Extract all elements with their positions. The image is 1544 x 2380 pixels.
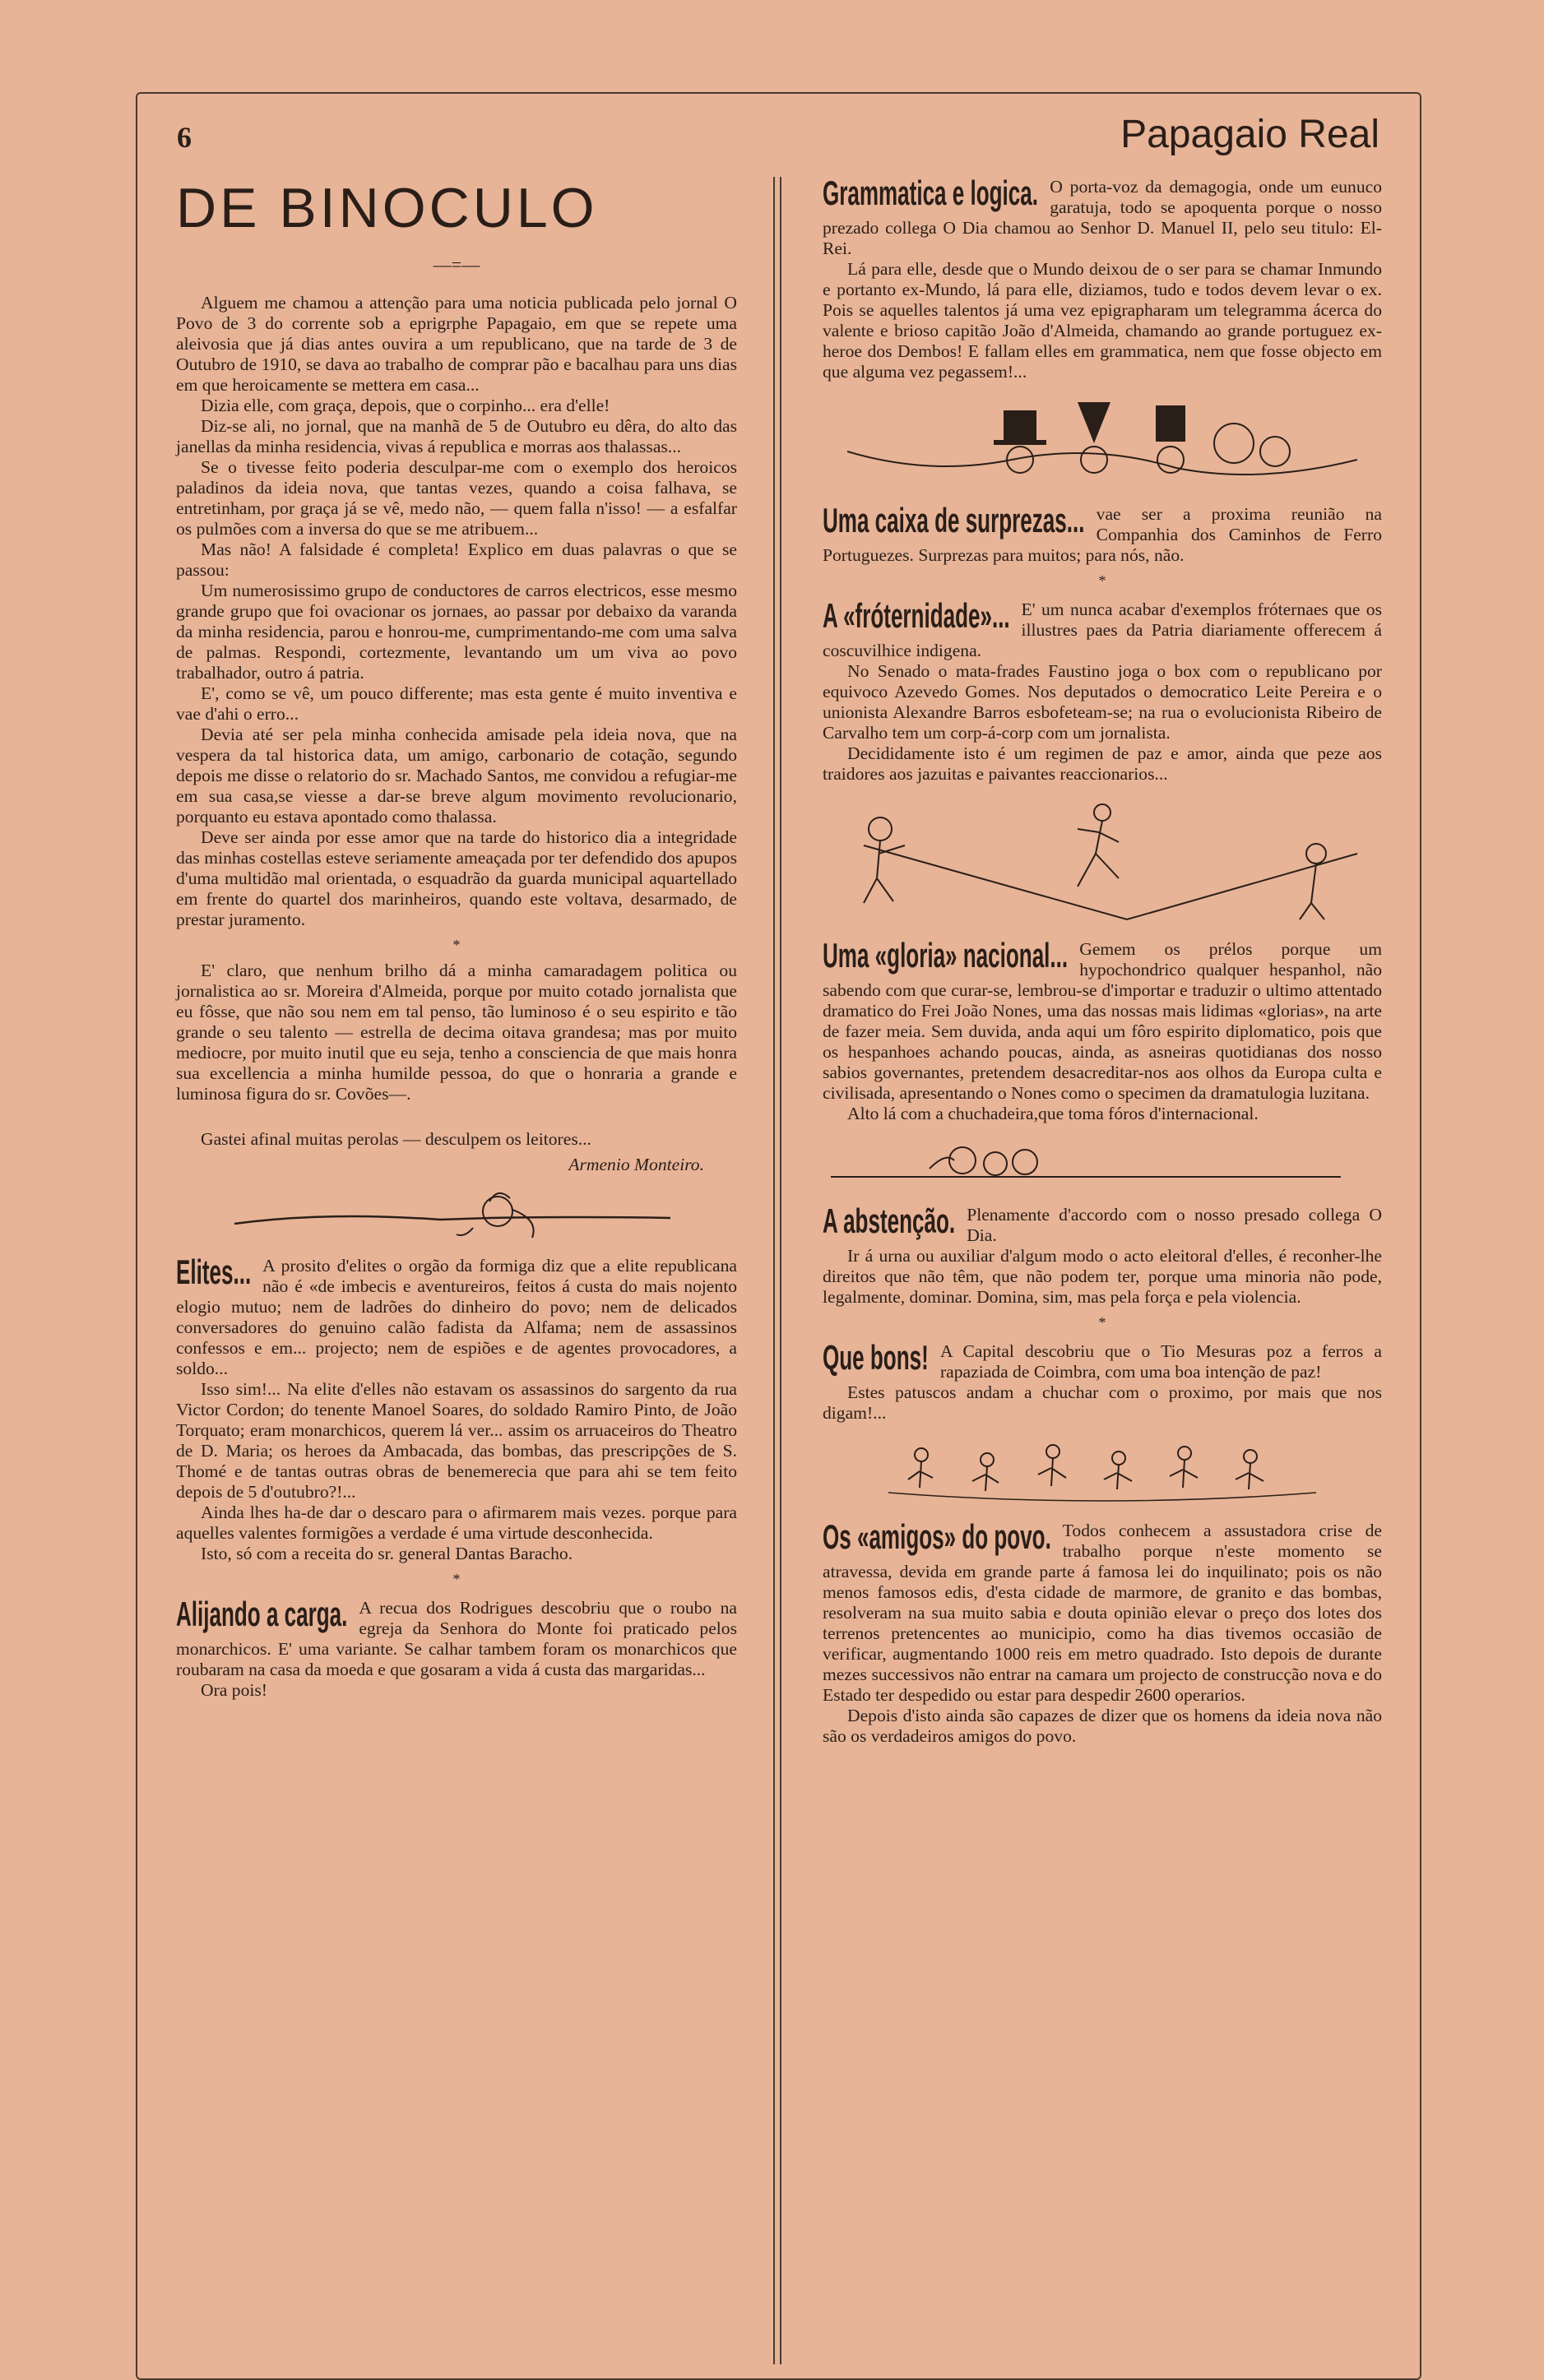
amigos-heading: Os «amigos» do povo. — [823, 1517, 1051, 1556]
section-star: * — [1098, 1314, 1106, 1331]
paragraph: E' claro, que nenhum brilho dá a minha camaradagem politica ou jornalistica ao sr. Moreira d'Almeida, porque por muito cotado jornalista que eu fôsse, que não sou nem em tal penso, tão luminoso é o seu espirito e tão grande o seu talento — estrella de decima oitava grandesa; mas por muito mediocre, por muito inutil que eu seja, tenho a consciencia de que mais honra sua excellencia a minha humilde pessoa, do que o honraria a grande e luminosa figura do sr. Covões—. — [176, 961, 737, 1104]
grammatica-section — [823, 174, 1382, 382]
column-divider-2 — [780, 177, 781, 2364]
signature: Armenio Monteiro. — [568, 1155, 704, 1174]
column-divider — [773, 177, 775, 2364]
paragraph: E', como se vê, um pouco differente; mas esta gente é muito inventiva e vae d'ahi o erro... — [176, 683, 737, 724]
abst-heading: A abstenção. — [823, 1202, 956, 1240]
paragraph: A recua dos Rodrigues descobriu que o roubo na egreja da Senhora do Monte foi praticado pelos monarchicos. E' uma variante. Se calhar tambem foram os monarchicos que roubaram na casa da moeda e que gosaram a vida á custa das margaridas... — [176, 1598, 737, 1679]
paragraph: O porta-voz da demagogia, onde um eunuco garatuja, todo se apoquenta porque o nosso prezado collega O Dia chamou ao Senhor D. Manuel II, pelo seu titulo: El-Rei. — [823, 177, 1382, 258]
right-column — [823, 174, 1382, 1747]
article-body — [176, 293, 737, 930]
paragraph: Isso sim!... Na elite d'elles não estavam os assassinos do sargento da rua Victor Cordon; do tenente Manoel Soares, do soldado Ramiro Pinto, de João Torquato; eram monarchicos, querem lá ver... assim os arruaceiros do Theatro de D. Maria; os heroes da Ambacada, das bombas, das prescripções de S. Thomé e de tantas outras obras de benemerecia que para ahi se tem feito depois de 5 d'outubro?!... — [176, 1379, 737, 1502]
left-column — [176, 177, 737, 1701]
bons-section — [823, 1338, 1382, 1424]
page-number: 6 — [177, 121, 192, 154]
paragraph: A prosito d'elites o orgão da formiga diz que a elite republicana não é «de imbecis e aventureiros, feitos á custa do mais nojento elogio mutuo; nem de ladrões do dinheiro do povo; nem de delicados conversadores do genuino calão fadista da Alfama; nem de assassinos confessos e em... projecto; nem de espiões e de agentes provocadores, a soldo... — [176, 1256, 737, 1378]
bons-heading: Que bons! — [823, 1338, 929, 1377]
paragraph: Ir á urna ou auxiliar d'algum modo o acto eleitoral d'elles, é reconher-lhe direitos que não têm, que não podem ter, porque uma minoria não pode, legalmente, dominar. Domina, sim, mas pela força e pela violencia. — [823, 1246, 1382, 1307]
elites-section — [176, 1253, 737, 1564]
paragraph: Plenamente d'accordo com o nosso presado collega O Dia. — [967, 1205, 1382, 1245]
section-star: * — [452, 1571, 461, 1587]
crowd-illustration — [872, 1435, 1333, 1509]
amigos-section — [823, 1517, 1382, 1747]
caixa-heading: Uma caixa de surprezas... — [823, 501, 1085, 539]
dog-caricature-illustration — [226, 1187, 687, 1244]
frot-section — [823, 596, 1382, 785]
gloria-section — [823, 936, 1382, 1124]
section-star: * — [1098, 572, 1106, 589]
section-star: * — [452, 937, 461, 953]
paragraph: Lá para elle, desde que o Mundo deixou de o ser para se chamar Inmundo e portanto ex-Mundo, lá para elle, diziamos, tudo e todos devem levar o ex. Pois se aquelles talentos já uma vez epigrapharam um telegramma ácerca do valente e brioso capitão João d'Almeida, chamando ao grande portuguez ex-heroe dos Dembos! E fallam elles em grammatica, nem que fosse objecto em que alguma vez pegassem!... — [823, 259, 1382, 382]
paragraph: Se o tivesse feito poderia desculpar-me com o exemplo dos heroicos paladinos da ideia nova, que tantas vezes, quando a coisa falhava, se entretinham, por graça já se vê, medo não, — quem falla n'isso! — a esfalfar os pulmões com a inversa do que se me atribuem... — [176, 457, 737, 539]
hat-caricatures-illustration — [847, 394, 1357, 493]
paragraph: Mas não! A falsidade é completa! Explico em duas palavras o que se passou: — [176, 539, 737, 580]
paragraph: A Capital descobriu que o Tio Mesuras poz a ferros a rapaziada de Coimbra, com uma boa intenção de paz! — [939, 1341, 1382, 1382]
paragraph: Alto lá com a chuchadeira,que toma fóros d'internacional. — [847, 1104, 1259, 1123]
paragraph: Dizia elle, com graça, depois, que o corpinho... era d'elle! — [201, 396, 610, 415]
alijando-section — [176, 1595, 737, 1701]
frot-heading: A «fróternidade»... — [823, 596, 1010, 635]
alijando-heading: Alijando a carga. — [176, 1595, 348, 1633]
paragraph: Estes patuscos andam a chuchar com o proximo, por mais que nos digam!... — [823, 1382, 1382, 1423]
abst-section — [823, 1202, 1382, 1308]
article-body-2 — [176, 961, 737, 1104]
paragraph: Ainda lhes ha-de dar o descaro para o afirmarem mais vezes. porque para aquelles valentes formigões a verdade é uma virtude desconhecida. — [176, 1503, 737, 1543]
small-faces-illustration — [831, 1136, 1374, 1193]
title-ornament: —=— — [433, 254, 480, 275]
elites-heading: Elites... — [176, 1253, 252, 1291]
article-title: DE BINOCULO — [176, 177, 598, 239]
grammatica-heading: Grammatica e logica. — [823, 174, 1038, 212]
paragraph: Isto, só com a receita do sr. general Dantas Baracho. — [201, 1544, 573, 1563]
tightrope-skeleton-illustration — [831, 796, 1374, 928]
paragraph: Diz-se ali, no jornal, que na manhã de 5 de Outubro eu dêra, do alto das janellas da minha residencia, vivas á republica e morras aos thalassas... — [176, 416, 737, 456]
paragraph: Deve ser ainda por esse amor que na tarde do historico dia a integridade das minhas costellas esteve seriamente ameaçada por ter defendido dos apupos d'uma multidão mal orientada, o esquadrão da guarda municipal aquartellado em frente do quartel dos marinheiros, quando este voltava, desarmado, de prestar juramento. — [176, 827, 737, 929]
paragraph: Depois d'isto ainda são capazes de dizer que os homens da ideia nova não são os verdadeiros amigos do povo. — [823, 1706, 1382, 1746]
paragraph: Todos conhecem a assustadora crise de trabalho porque n'este momento se atravessa, devida em grande parte á famosa lei do inquilinato; pois os não menos famosos edis, d'esta cidade de marmore, de granito e das bombas, resolveram na sua muito sabia e douta opinião elevar o preço dos lotes dos terrenos pretencentes ao municipio, como ha dias tivemos occasião de verificar, augmentando 1000 reis em metro quadrado. Isto depois de durante mezes successivos não entrar na camara um projecto de construcção nova e do Estado ter despedido ou estar para despedir 2600 operarios. — [823, 1521, 1382, 1705]
paragraph: vae ser a proxima reunião na Companhia dos Caminhos de Ferro Portuguezes. Surprezas para muitos; para nós, não. — [823, 504, 1382, 565]
paragraph: No Senado o mata-frades Faustino joga o box com o republicano por equivoco Azevedo Gomes. Nos deputados o democratico Leite Pereira e o unionista Alexandre Barros esbofeteam-se; na rua o evolucionista Ribeiro de Carvalho tem um corp-á-corp com um jornalista. — [823, 661, 1382, 743]
paragraph: E' um nunca acabar d'exemplos fróternaes que os illustres paes da Patria diariamente offerecem á coscuvilhice indigena. — [823, 600, 1382, 660]
paragraph: Ora pois! — [201, 1680, 267, 1700]
caixa-section — [823, 501, 1382, 566]
paragraph: Um numerosissimo grupo de conductores de carros electricos, esse mesmo grande grupo que foi ovacionar os jornaes, ao passar por debaixo da varanda da minha residencia, parou e honrou-me, cumprimentando-me com uma salva de palmas. Respondi, cortezmente, levantando um um viva ao povo trabalhador, outro á patria. — [176, 581, 737, 683]
gloria-heading: Uma «gloria» nacional... — [823, 936, 1069, 975]
closing-line: Gastei afinal muitas perolas — desculpem os leitores... — [201, 1129, 591, 1149]
paragraph: Alguem me chamou a attenção para uma noticia publicada pelo jornal O Povo de 3 do corrente sob a eprigrphe Papagaio, em que se repete uma aleivosia que já dias antes ouvira a um republicano, que na tarde de 3 de Outubro de 1910, se dava ao trabalho de comprar pão e bacalhau para uns dias em que heroicamente se mettera em casa... — [176, 293, 737, 395]
paragraph: Gemem os prélos porque um hypochondrico qualquer hespanhol, não sabendo com que curar-se, lembrou-se d'importar e traduzir o ultimo attentado dramatico do Frei João Nones, uma das nossas mais lidimas «glorias», na arte de fazer meia. Sem duvida, anda aqui um fôro espirito diplomatico, pois que os hespanhoes achando poucas, ainda, as asneiras quotidianas dos nosso sabios governantes, pretendem desacreditar-nos aos olhos da Europa culta e civilisada, apresentando o Nones como o specimen da dramatulogia luzitana. — [823, 939, 1382, 1103]
paragraph: Decididamente isto é um regimen de paz e amor, ainda que peze aos traidores aos jazuitas e paivantes reaccionarios... — [823, 743, 1382, 784]
masthead: Papagaio Real — [1120, 113, 1379, 156]
paragraph: Devia até ser pela minha conhecida amisade pela ideia nova, que na vespera da tal historica data, um amigo, carbonario de cotação, segundo depois me disse o relatorio do sr. Machado Santos, me convidou a refugiar-me em sua casa,se viesse a dar-se breve algum movimento revolucionario, porquanto eu estava apontado como thalassa. — [176, 725, 737, 827]
